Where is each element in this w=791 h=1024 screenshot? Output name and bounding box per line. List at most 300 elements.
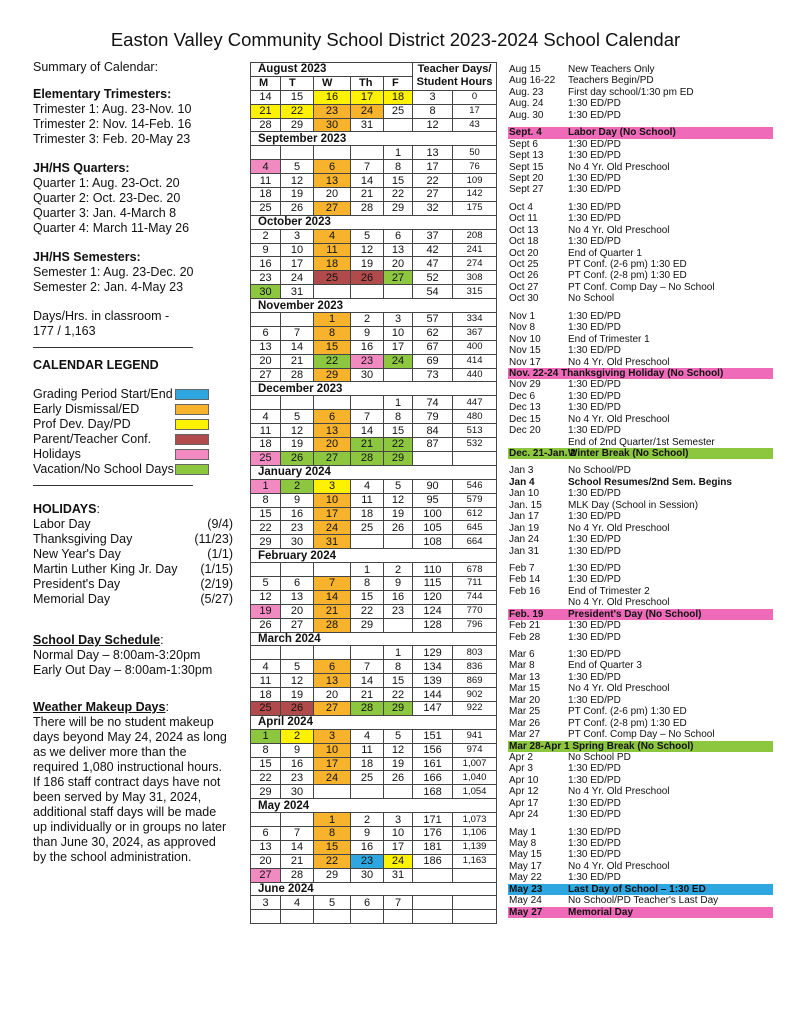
day-cell: 8 [351, 576, 384, 590]
day-cell [314, 646, 351, 660]
event-date: Apr 17 [509, 797, 539, 809]
teacher-days-cell: 161 [413, 757, 453, 771]
event-date: Sept 6 [509, 138, 538, 150]
student-hours-cell: 711 [453, 576, 497, 590]
event-date: Oct 30 [509, 293, 539, 305]
event-date: Dec. 21-Jan. 2 [509, 448, 576, 459]
event-row [508, 849, 773, 860]
day-cell [351, 785, 384, 799]
event-row [508, 465, 773, 476]
event-text: 1:30 ED/PD [568, 310, 621, 322]
day-cell: 25 [314, 271, 351, 285]
holiday-item [33, 532, 233, 547]
event-row [508, 729, 773, 740]
day-cell: 2 [281, 479, 314, 493]
month-header: November 2023 [251, 299, 413, 313]
day-cell: 5 [351, 229, 384, 243]
event-date: Apr 3 [509, 763, 533, 775]
day-cell [314, 910, 351, 924]
event-row [508, 872, 773, 883]
event-date: Oct 26 [509, 270, 539, 282]
day-cell [281, 313, 314, 327]
teacher-days-cell: 22 [413, 174, 453, 188]
day-cell [314, 285, 351, 299]
student-hours-cell: 43 [453, 118, 497, 132]
weekday-header: Th [351, 76, 384, 90]
day-cell: 7 [314, 576, 351, 590]
day-cell: 25 [351, 521, 384, 535]
day-cell: 8 [384, 410, 413, 424]
day-cell: 15 [384, 424, 413, 438]
day-cell: 6 [281, 576, 314, 590]
event-text: 1:30 ED/PD [568, 236, 621, 248]
day-cell: 20 [384, 257, 413, 271]
student-hours-cell: 208 [453, 229, 497, 243]
event-date: Dec 6 [509, 390, 536, 402]
month-header: June 2024 [251, 882, 413, 896]
teacher-days-cell: 12 [413, 118, 453, 132]
day-cell: 12 [351, 243, 384, 257]
schedule-colon: : [160, 633, 164, 647]
day-cell [384, 285, 413, 299]
event-row [508, 202, 773, 213]
day-cell: 16 [384, 590, 413, 604]
day-cell: 27 [251, 868, 281, 882]
day-cell: 6 [251, 326, 281, 340]
day-cell: 30 [314, 118, 351, 132]
day-cell: 6 [314, 660, 351, 674]
day-cell: 3 [281, 229, 314, 243]
student-hours-cell: 532 [453, 438, 497, 452]
student-hours-cell: 440 [453, 368, 497, 382]
legend-item [33, 402, 209, 417]
weather-line: required 1,080 instructional hours. [33, 760, 223, 774]
event-date: Sept 27 [509, 184, 544, 196]
day-cell [351, 146, 384, 160]
teacher-days-cell: 166 [413, 771, 453, 785]
day-cell: 5 [251, 576, 281, 590]
event-date: Feb 14 [509, 574, 541, 586]
day-cell: 22 [351, 604, 384, 618]
event-row [508, 523, 773, 534]
event-text: School Resumes/2nd Sem. Begins [568, 476, 732, 488]
event-text: 1:30 ED/PD [568, 150, 621, 162]
day-cell: 3 [314, 729, 351, 743]
quarter-line: Quarter 3: Jan. 4-March 8 [33, 206, 177, 220]
event-text: No 4 Yr. Old Preschool [568, 413, 670, 425]
trimester-line: Trimester 1: Aug. 23-Nov. 10 [33, 102, 192, 116]
event-date: Apr 12 [509, 786, 539, 798]
day-cell: 5 [281, 410, 314, 424]
page-title: Easton Valley Community School District 2023-2024 School Calendar [110, 29, 681, 50]
day-cell: 30 [281, 535, 314, 549]
student-hours-cell: 175 [453, 201, 497, 215]
month-header: August 2023 [251, 63, 413, 77]
event-row [508, 620, 773, 631]
day-cell: 9 [281, 743, 314, 757]
event-date: Aug 15 [509, 64, 541, 75]
event-date: Jan 3 [509, 465, 534, 477]
day-cell: 7 [281, 826, 314, 840]
day-cell: 24 [351, 104, 384, 118]
day-cell: 31 [314, 535, 351, 549]
day-cell: 22 [384, 688, 413, 702]
student-hours-cell: 803 [453, 646, 497, 660]
student-hours-cell: 513 [453, 424, 497, 438]
day-cell: 15 [281, 90, 314, 104]
teacher-days-cell: 186 [413, 854, 453, 868]
day-cell: 5 [314, 896, 351, 910]
event-date: Oct 25 [509, 259, 539, 270]
event-date: May 22 [509, 872, 542, 884]
event-text: No 4 Yr. Old Preschool [568, 356, 670, 368]
holiday-date: (1/15) [200, 562, 233, 576]
day-cell: 28 [314, 618, 351, 632]
event-date: Oct 18 [509, 236, 539, 248]
event-date: May 27 [509, 906, 543, 918]
day-cell: 20 [314, 188, 351, 202]
month-header-filler [413, 799, 497, 813]
holiday-date: (1/1) [207, 547, 233, 561]
event-date: Feb 21 [509, 620, 541, 632]
day-cell: 12 [384, 493, 413, 507]
event-row [508, 391, 773, 402]
event-text: MLK Day (School in Session) [568, 499, 699, 511]
student-hours-cell: 678 [453, 563, 497, 577]
day-cell [251, 146, 281, 160]
event-row [508, 87, 773, 98]
event-row [508, 695, 773, 706]
event-text: 1:30 ED/PD [568, 109, 621, 121]
event-date: Sept 20 [509, 172, 544, 184]
quarter-line: Quarter 1: Aug. 23-Oct. 20 [33, 176, 180, 190]
day-cell [251, 313, 281, 327]
day-cell: 6 [351, 896, 384, 910]
day-cell: 6 [314, 160, 351, 174]
semesters-heading: JH/HS Semesters: [33, 250, 141, 264]
holiday-item [33, 547, 233, 562]
day-cell: 11 [251, 674, 281, 688]
event-date: Mar 13 [509, 671, 541, 683]
day-cell: 13 [314, 174, 351, 188]
event-text: PT Conf. (2-8 pm) 1:30 ED [568, 270, 687, 282]
day-cell: 22 [251, 771, 281, 785]
teacher-days-cell: 128 [413, 618, 453, 632]
day-cell [314, 785, 351, 799]
student-hours-cell: 744 [453, 590, 497, 604]
day-cell: 10 [314, 743, 351, 757]
day-cell: 7 [281, 326, 314, 340]
day-cell: 5 [281, 660, 314, 674]
day-cell: 7 [384, 896, 413, 910]
event-text: End of Trimester 1 [568, 333, 650, 345]
weekday-header: T [281, 76, 314, 90]
day-cell: 1 [251, 479, 281, 493]
teacher-days-cell: 168 [413, 785, 453, 799]
teacher-days-cell: 156 [413, 743, 453, 757]
day-cell [281, 646, 314, 660]
event-row [508, 414, 773, 425]
day-cell: 23 [251, 271, 281, 285]
day-cell [281, 910, 314, 924]
event-text: 1:30 ED/PD [568, 213, 621, 225]
teacher-days-cell: 151 [413, 729, 453, 743]
event-date: Apr 10 [509, 774, 539, 786]
teacher-days-cell: 115 [413, 576, 453, 590]
event-row [508, 322, 773, 333]
event-row [508, 162, 773, 173]
day-cell: 31 [351, 118, 384, 132]
event-text: 1:30 ED/PD [568, 631, 621, 643]
weather-line: by the school administration. [33, 850, 192, 864]
weather-line: If 186 staff contract days have not [33, 775, 221, 789]
student-hours-cell: 308 [453, 271, 497, 285]
month-header-filler [413, 882, 497, 896]
event-row [508, 379, 773, 390]
day-cell: 27 [314, 701, 351, 715]
student-hours-cell [453, 896, 497, 910]
event-date: May 17 [509, 860, 542, 872]
event-text: PT Conf. Comp Day – No School [568, 729, 715, 741]
student-hours-cell: 579 [453, 493, 497, 507]
day-cell [384, 618, 413, 632]
event-row [508, 809, 773, 820]
event-row [508, 236, 773, 247]
teacher-days-cell: 42 [413, 243, 453, 257]
teacher-days-cell: 144 [413, 688, 453, 702]
day-cell: 14 [314, 590, 351, 604]
day-cell: 23 [384, 604, 413, 618]
holiday-item [33, 562, 233, 577]
student-hours-cell: 770 [453, 604, 497, 618]
student-hours-cell [453, 910, 497, 924]
event-text: End of Trimester 2 [568, 585, 650, 597]
month-header: December 2023 [251, 382, 413, 396]
day-cell: 13 [281, 590, 314, 604]
event-row [508, 907, 773, 918]
day-cell: 19 [251, 604, 281, 618]
events-list [508, 64, 773, 918]
teacher-days-cell: 8 [413, 104, 453, 118]
event-text: Teachers Begin/PD [568, 75, 654, 87]
summary-label: Summary of Calendar: [33, 60, 159, 74]
event-date: Oct 27 [509, 281, 539, 293]
trimester-line: Trimester 3: Feb. 20-May 23 [33, 132, 191, 146]
day-cell: 23 [351, 354, 384, 368]
event-date: Mar 26 [509, 717, 541, 729]
event-text: 1:30 ED/PD [568, 774, 621, 786]
event-date: Apr 2 [509, 751, 533, 763]
event-row [508, 98, 773, 109]
student-hours-cell: 974 [453, 743, 497, 757]
day-cell: 7 [351, 410, 384, 424]
student-hours-cell [453, 451, 497, 465]
legend-label: Grading Period Start/End [33, 387, 173, 401]
event-row [508, 672, 773, 683]
teacher-days-cell: 47 [413, 257, 453, 271]
weather-line: as we deliver more than the [33, 745, 187, 759]
quarters-heading: JH/HS Quarters: [33, 161, 130, 175]
event-row [508, 511, 773, 522]
event-date: Feb 28 [509, 631, 541, 643]
event-text: 1:30 ED/PD [568, 379, 621, 391]
event-row [508, 357, 773, 368]
event-row [508, 345, 773, 356]
event-text: No School/PD [568, 465, 631, 477]
event-row [508, 586, 773, 597]
day-cell: 25 [251, 451, 281, 465]
student-hours-cell: 1,106 [453, 826, 497, 840]
holidays-colon: : [96, 502, 100, 516]
day-cell: 15 [314, 340, 351, 354]
legend-swatch [175, 464, 209, 475]
event-text: 1:30 ED/PD [568, 809, 621, 821]
event-date: Nov 8 [509, 322, 536, 334]
day-cell [384, 785, 413, 799]
event-row [508, 895, 773, 906]
teacher-days-cell: 95 [413, 493, 453, 507]
day-cell: 29 [384, 451, 413, 465]
day-cell: 10 [384, 826, 413, 840]
event-row [508, 718, 773, 729]
weather-heading: Weather Makeup Days [33, 700, 166, 714]
event-text: PT Conf. (2-8 pm) 1:30 ED [568, 717, 687, 729]
month-header: May 2024 [251, 799, 413, 813]
event-row [508, 248, 773, 259]
day-cell: 21 [281, 354, 314, 368]
day-cell: 8 [314, 826, 351, 840]
event-row [508, 534, 773, 545]
event-text: New Teachers Only [568, 64, 655, 75]
holidays-heading: HOLIDAYS [33, 502, 97, 516]
day-cell: 17 [281, 257, 314, 271]
day-cell: 21 [351, 688, 384, 702]
event-text: 1:30 ED/PD [568, 849, 621, 861]
calendar-grid [250, 62, 496, 924]
event-text: No 4 Yr. Old Preschool [568, 161, 670, 173]
event-date: Jan. 15 [509, 499, 542, 511]
day-cell: 14 [251, 90, 281, 104]
event-text: PT Conf. (2-6 pm) 1:30 ED [568, 259, 687, 270]
event-row [508, 282, 773, 293]
day-cell: 2 [351, 313, 384, 327]
event-row [508, 752, 773, 763]
teacher-days-cell: 139 [413, 674, 453, 688]
day-cell [251, 396, 281, 410]
day-cell: 18 [251, 688, 281, 702]
day-cell: 6 [384, 229, 413, 243]
event-row [508, 546, 773, 557]
event-text: No 4 Yr. Old Preschool [568, 860, 670, 872]
day-cell: 14 [281, 340, 314, 354]
student-hours-cell: 612 [453, 507, 497, 521]
event-text [723, 368, 773, 379]
event-date: Jan 17 [509, 511, 540, 523]
event-date: Mar 27 [509, 729, 541, 741]
event-row [508, 683, 773, 694]
day-cell: 1 [351, 563, 384, 577]
event-row [508, 64, 773, 75]
event-text: 1:30 ED/PD [568, 184, 621, 196]
calendar-legend [33, 387, 248, 477]
event-date: May 1 [509, 826, 537, 838]
month-header: January 2024 [251, 465, 413, 479]
day-cell: 19 [281, 438, 314, 452]
day-cell: 19 [384, 507, 413, 521]
schedule-heading: School Day Schedule [33, 633, 161, 647]
teacher-head-line: Teacher Days/ [417, 63, 492, 76]
event-text: PT Conf. Comp Day – No School [568, 281, 715, 293]
event-date: Mar 20 [509, 694, 541, 706]
event-row [508, 609, 773, 620]
day-cell: 18 [251, 438, 281, 452]
event-date: Nov 15 [509, 345, 541, 357]
student-hours-cell: 664 [453, 535, 497, 549]
event-text: 1:30 ED/PD [568, 574, 621, 586]
day-cell: 26 [281, 451, 314, 465]
holiday-name: Labor Day [33, 517, 91, 531]
day-cell [314, 146, 351, 160]
event-date: Sept. 4 [509, 127, 542, 139]
event-date: Oct 4 [509, 201, 533, 213]
day-cell: 25 [251, 701, 281, 715]
day-cell [351, 396, 384, 410]
day-cell: 30 [351, 868, 384, 882]
day-cell: 18 [251, 188, 281, 202]
legend-item [33, 432, 209, 447]
event-text: No 4 Yr. Old Preschool [568, 683, 670, 695]
event-date: Feb 7 [509, 562, 535, 574]
day-cell: 21 [314, 604, 351, 618]
day-cell: 8 [251, 743, 281, 757]
day-cell: 2 [281, 729, 314, 743]
student-hours-cell: 274 [453, 257, 497, 271]
day-cell: 15 [351, 590, 384, 604]
event-text [693, 741, 773, 752]
event-text: 1:30 ED/PD [568, 872, 621, 884]
weather-colon: : [165, 700, 169, 714]
legend-item [33, 387, 209, 402]
legend-label: Holidays [33, 447, 81, 461]
teacher-days-cell: 62 [413, 326, 453, 340]
event-date: Nov 10 [509, 333, 541, 345]
day-cell: 8 [251, 493, 281, 507]
day-cell: 12 [281, 174, 314, 188]
event-text: 1:30 ED/PD [568, 425, 621, 437]
day-cell: 4 [251, 160, 281, 174]
day-cell: 26 [351, 271, 384, 285]
day-cell: 18 [384, 90, 413, 104]
student-hours-cell: 546 [453, 479, 497, 493]
event-date: Jan 31 [509, 545, 540, 557]
event-row [508, 184, 773, 195]
event-row [508, 139, 773, 150]
day-cell: 15 [314, 840, 351, 854]
event-date: Aug 16-22 [509, 75, 556, 87]
day-cell: 28 [351, 701, 384, 715]
teacher-days-cell: 176 [413, 826, 453, 840]
day-cell: 10 [281, 243, 314, 257]
day-cell: 20 [314, 688, 351, 702]
day-cell: 24 [314, 771, 351, 785]
day-cell: 19 [351, 257, 384, 271]
event-date: Mar 15 [509, 683, 541, 695]
event-text: First day school/1:30 pm ED [568, 86, 694, 98]
day-cell: 28 [351, 451, 384, 465]
student-hours-cell: 414 [453, 354, 497, 368]
teacher-days-cell: 57 [413, 313, 453, 327]
holiday-date: (5/27) [200, 592, 233, 606]
